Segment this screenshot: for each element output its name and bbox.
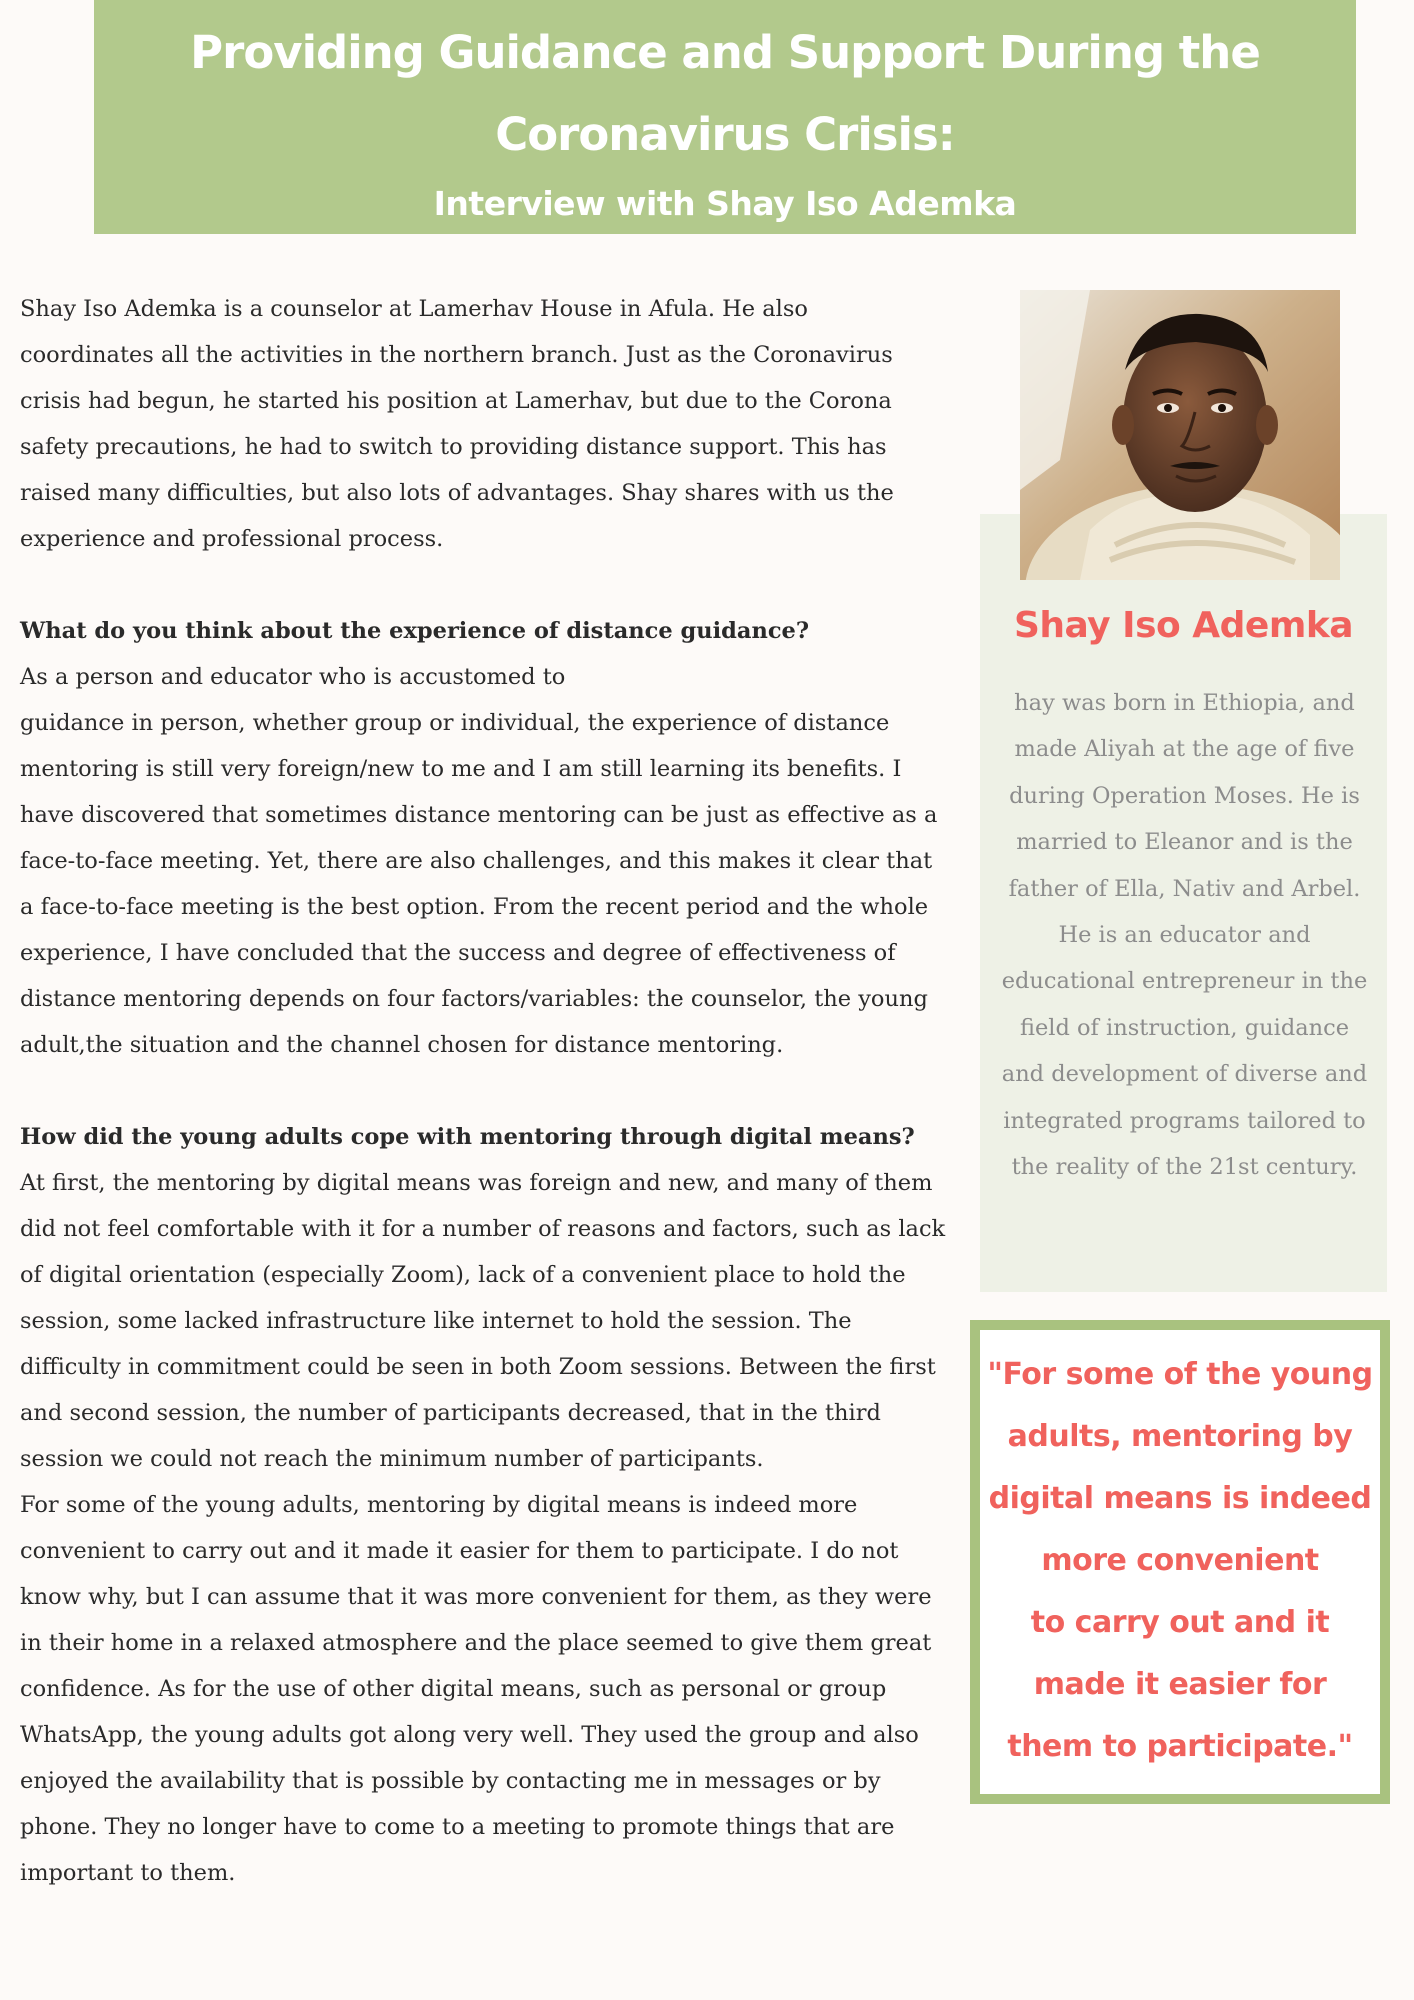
page-title-line-1: Providing Guidance and Support During the xyxy=(190,26,1260,79)
intro-line: safety precautions, he had to switch to providing distance support. This has xyxy=(20,434,887,460)
bio-line: integrated programs tailored to xyxy=(1003,1107,1366,1134)
answer-line: For some of the young adults, mentoring by digital means is indeed more xyxy=(20,1492,858,1518)
answer-line: adult,the situation and the channel chosen for distance mentoring. xyxy=(20,1032,784,1058)
page-subtitle: Interview with Shay Iso Ademka xyxy=(433,184,1017,223)
answer-line: know why, but I can assume that it was more convenient for them, as they were xyxy=(20,1584,932,1610)
bio-line: made Aliyah at the age of five xyxy=(1014,736,1355,763)
answer-line: distance mentoring depends on four factors/variables: the counselor, the young xyxy=(20,986,928,1012)
bio-line: and development of diverse and xyxy=(1001,1061,1368,1088)
bio-line: field of instruction, guidance xyxy=(1019,1014,1350,1041)
pull-quote-line: made it easier for xyxy=(1033,1667,1327,1702)
bio-line: He is an educator and xyxy=(1058,922,1311,949)
answer-line: experience, I have concluded that the success and degree of effectiveness of xyxy=(20,940,896,966)
answer-line: of digital orientation (especially Zoom), lack of a convenient place to hold the xyxy=(20,1262,906,1288)
answer-line: session, some lacked infrastructure like internet to hold the session. The xyxy=(20,1308,852,1334)
bio-line: married to Eleanor and is the xyxy=(1016,829,1353,856)
pull-quote-line: to carry out and it xyxy=(1030,1605,1330,1640)
answer-line: enjoyed the availability that is possible by contacting me in messages or by xyxy=(20,1768,881,1794)
title-banner xyxy=(94,0,1356,234)
portrait-illustration xyxy=(1020,290,1340,580)
answer-line: At first, the mentoring by digital means was foreign and new, and many of them xyxy=(20,1170,933,1196)
intro-line: coordinates all the activities in the northern branch. Just as the Coronavirus xyxy=(20,342,893,368)
answer-line: difficulty in commitment could be seen in both Zoom sessions. Between the first xyxy=(20,1354,936,1380)
answer-line: As a person and educator who is accustomed to xyxy=(20,664,566,690)
pull-quote-line: digital means is indeed xyxy=(988,1481,1372,1516)
answer-line: in their home in a relaxed atmosphere and the place seemed to give them great xyxy=(20,1630,932,1656)
intro-line: experience and professional process. xyxy=(20,526,444,552)
intro-line: Shay Iso Ademka is a counselor at Lamerhav House in Afula. He also xyxy=(20,296,808,322)
portrait-photo xyxy=(1020,290,1340,580)
bio-line: educational entrepreneur in the xyxy=(1001,968,1368,995)
pull-quote xyxy=(970,1344,1390,1778)
answer-line: did not feel comfortable with it for a number of reasons and factors, such as lack xyxy=(20,1216,946,1242)
pull-quote-line: more convenient xyxy=(1041,1543,1319,1578)
answer-line: a face-to-face meeting is the best option. From the recent period and the whole xyxy=(20,894,929,920)
bio-text xyxy=(988,680,1381,1190)
answer-line: confidence. As for the use of other digital means, such as personal or group xyxy=(20,1676,887,1702)
answer-line: important to them. xyxy=(20,1860,236,1886)
question-heading-1: What do you think about the experience of distance guidance? xyxy=(20,618,810,644)
answer-line: WhatsApp, the young adults got along very well. They used the group and also xyxy=(20,1722,919,1748)
bio-name: Shay Iso Ademka xyxy=(1013,605,1354,646)
answer-line: mentoring is still very foreign/new to me and I am still learning its benefits. I xyxy=(20,756,902,782)
paragraph-spacer xyxy=(20,1068,960,1114)
answer-line: phone. They no longer have to come to a meeting to promote things that are xyxy=(20,1814,895,1840)
answer-line: face-to-face meeting. Yet, there are also challenges, and this makes it clear that xyxy=(20,848,933,874)
answer-line: have discovered that sometimes distance mentoring can be just as effective as a xyxy=(20,802,938,828)
question-heading-2: How did the young adults cope with mentoring through digital means? xyxy=(20,1124,915,1150)
pull-quote-line: adults, mentoring by xyxy=(1007,1419,1353,1454)
answer-line: session we could not reach the minimum number of participants. xyxy=(20,1446,764,1472)
pull-quote-line: them to participate." xyxy=(1007,1729,1353,1764)
answer-line: and second session, the number of participants decreased, that in the third xyxy=(20,1400,881,1426)
bio-line: the reality of the 21st century. xyxy=(1011,1154,1358,1181)
pull-quote-line: "For some of the young xyxy=(987,1357,1373,1392)
answer-line: convenient to carry out and it made it easier for them to participate. I do not xyxy=(20,1538,899,1564)
paragraph-spacer xyxy=(20,562,960,608)
article-body xyxy=(20,286,960,1896)
answer-line: guidance in person, whether group or individual, the experience of distance xyxy=(20,710,890,736)
bio-line: during Operation Moses. He is xyxy=(1009,782,1360,809)
bio-line: hay was born in Ethiopia, and xyxy=(1014,690,1355,716)
intro-line: crisis had begun, he started his position at Lamerhav, but due to the Corona xyxy=(20,388,892,414)
bio-line: father of Ella, Nativ and Arbel. xyxy=(1008,875,1361,902)
intro-line: raised many difficulties, but also lots of advantages. Shay shares with us the xyxy=(20,480,894,506)
page-title-line-2: Coronavirus Crisis: xyxy=(495,108,955,161)
